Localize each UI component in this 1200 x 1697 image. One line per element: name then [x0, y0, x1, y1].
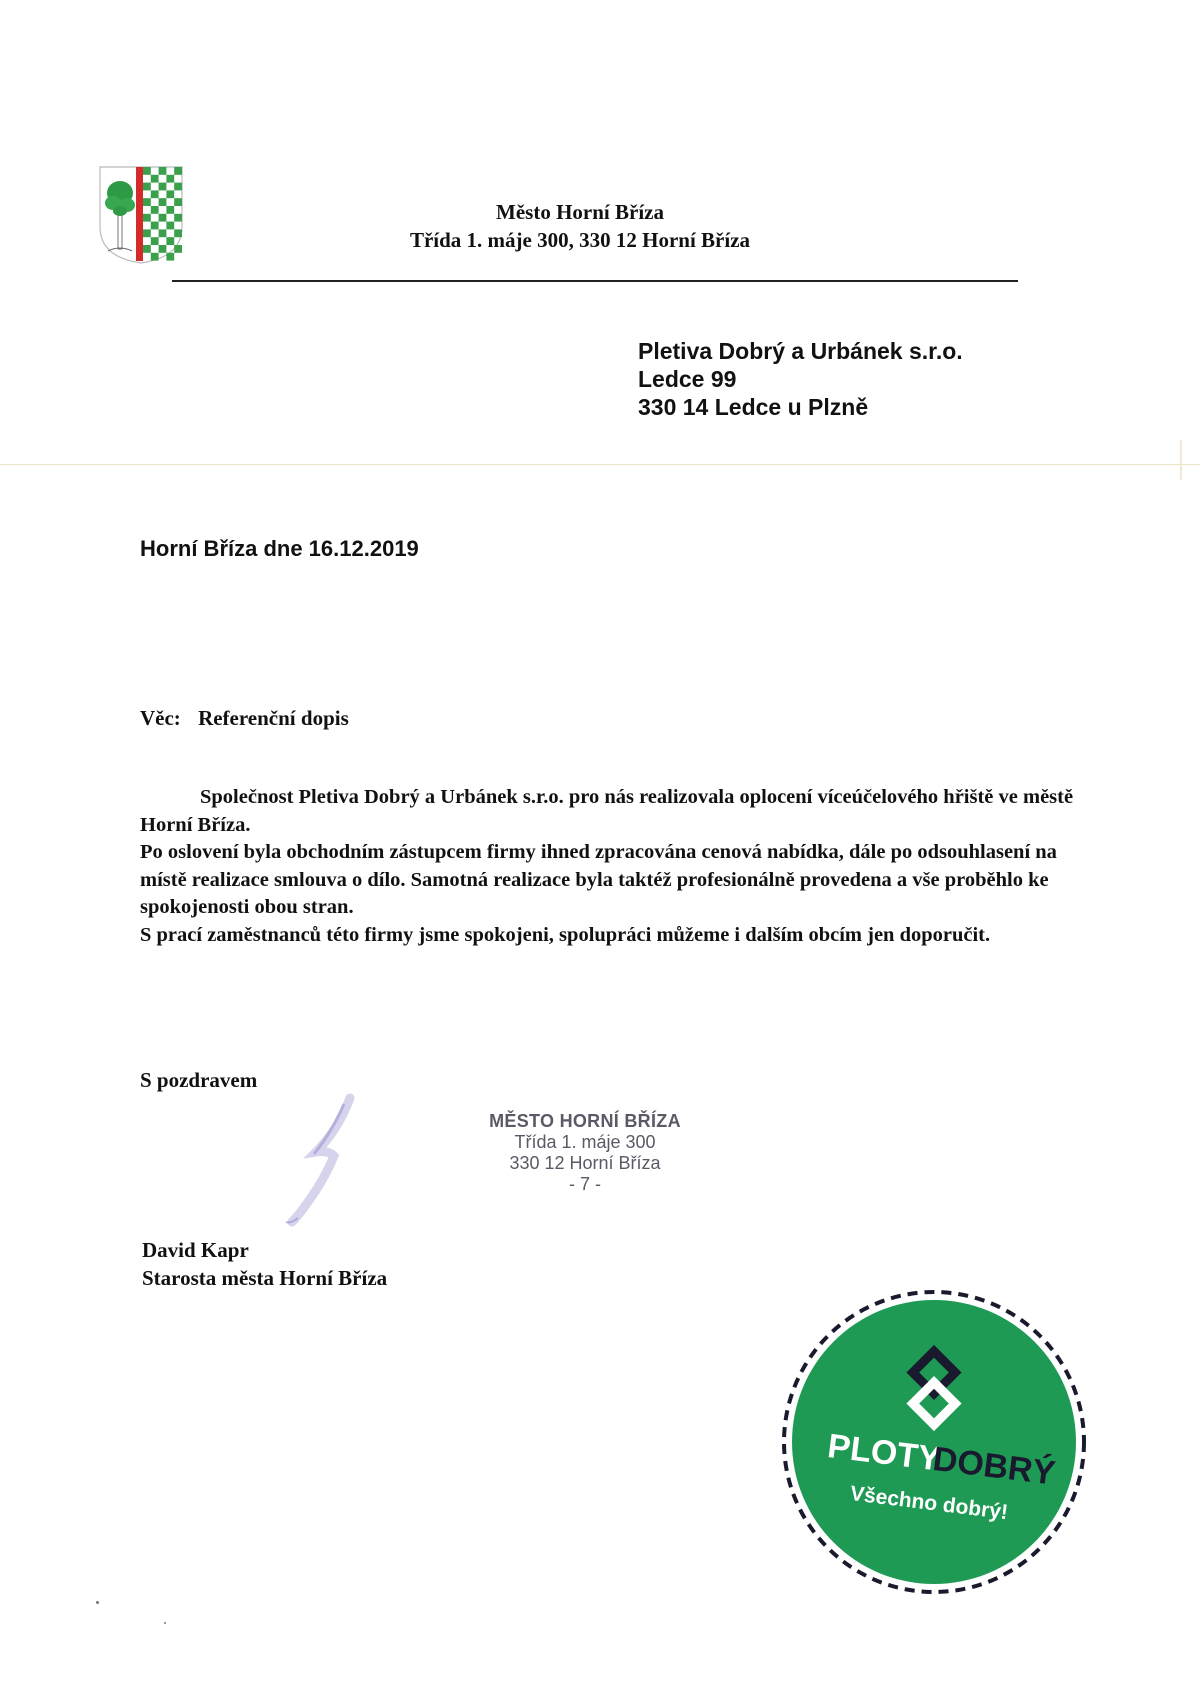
fold-line [0, 464, 1200, 465]
recipient-name: Pletiva Dobrý a Urbánek s.r.o. [638, 338, 963, 364]
badge-brand-1: PLOTY [825, 1427, 943, 1479]
date-line: Horní Bříza dne 16.12.2019 [140, 536, 419, 561]
badge-slogan: Všechno dobrý! [848, 1482, 1010, 1525]
official-stamp [470, 1111, 700, 1195]
coat-of-arms-icon [98, 165, 184, 265]
recipient-city: 330 14 Ledce u Plzně [638, 394, 869, 420]
letterhead-title: Město Horní Bříza [496, 200, 664, 224]
company-badge [780, 1288, 1088, 1596]
subject-line [140, 706, 349, 731]
scan-speck [96, 1601, 99, 1604]
recipient-street: Ledce 99 [638, 366, 737, 392]
letter-body [140, 784, 1080, 949]
fold-mark [1180, 440, 1182, 480]
signature-icon [268, 1090, 378, 1230]
body-paragraph-2: Po oslovení byla obchodním zástupcem firmy ihned zpracována cenová nabídka, dále po odsouhlasení na místě realizace smlouva o dílo. Samotná realizace byla taktéž profesionálně provedena a vše proběhlo ke spokojenosti obou stran. [140, 841, 1057, 918]
stamp-street: Třída 1. máje 300 [514, 1132, 656, 1152]
recipient-address [638, 337, 963, 421]
stamp-city: 330 12 Horní Bříza [509, 1153, 661, 1173]
subject-text: Referenční dopis [198, 706, 349, 730]
signer-block [142, 1236, 387, 1292]
greeting: S pozdravem [140, 1068, 258, 1092]
stamp-title: MĚSTO HORNÍ BŘÍZA [489, 1111, 681, 1131]
letterhead-address: Třída 1. máje 300, 330 12 Horní Bříza [409, 228, 751, 252]
stamp-number: - 7 - [568, 1174, 601, 1194]
signer-title: Starosta města Horní Bříza [142, 1266, 388, 1290]
letterhead [300, 198, 860, 254]
body-paragraph-1: Společnost Pletiva Dobrý a Urbánek s.r.o. pro nás realizovala oplocení víceúčelového hřiště ve městě Horní Bříza. [140, 786, 1074, 836]
subject-label: Věc: [140, 706, 181, 730]
body-paragraph-3: S prací zaměstnanců této firmy jsme spokojeni, spolupráci můžeme i dalším obcím jen doporučit. [140, 923, 991, 946]
badge-brand-2: DOBRÝ [930, 1439, 1058, 1493]
header-divider [172, 280, 1018, 282]
signer-name: David Kapr [142, 1238, 249, 1262]
scan-speck [164, 1622, 166, 1624]
